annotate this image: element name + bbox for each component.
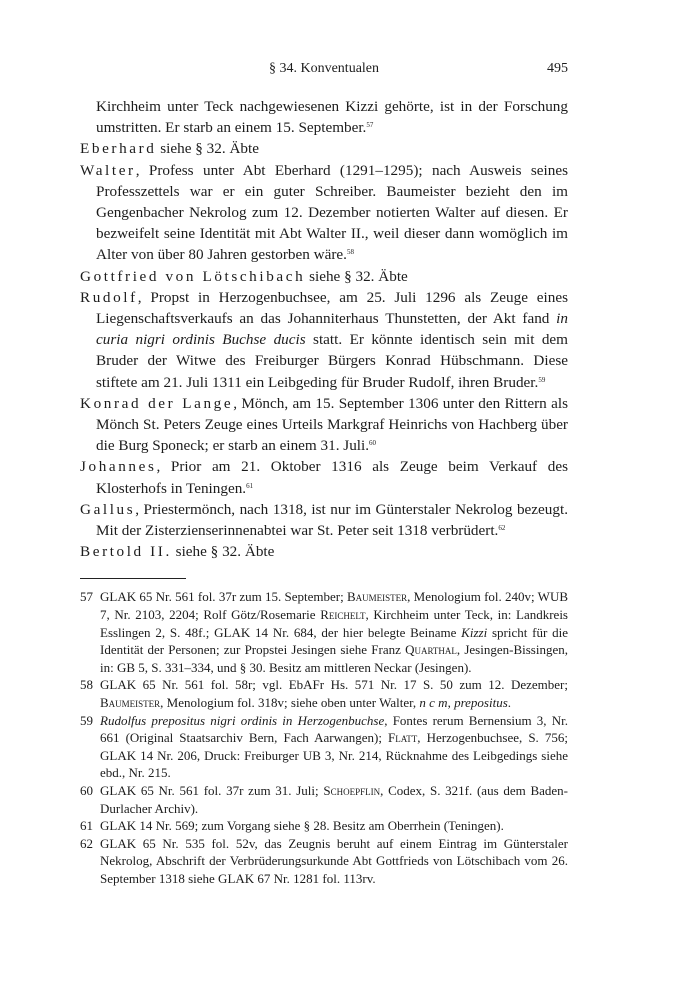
italic-text: prepositus — [454, 695, 508, 711]
person-name: Eberhard — [80, 140, 157, 158]
italic-text: Rudolfus prepositus nigri ordinis in Herzogenbuchse — [100, 712, 385, 728]
author-name: Baumeister — [347, 589, 408, 605]
section-title: § 34. Konventualen — [268, 61, 380, 76]
footnote-ref[interactable]: 61 — [246, 481, 254, 490]
footnote-text: . — [507, 695, 512, 711]
author-name: Schoepflin — [323, 783, 381, 798]
footnote-text: , Herzogenbuchsee, S. 756; GLAK 14 Nr. 206, Druck: Freiburger UB 3, Nr. 214, Rücknahme des Leibgedings siehe ebd., Nr. 215. — [100, 730, 568, 781]
footnote-ref[interactable]: 62 — [498, 524, 506, 533]
footnote-text: , Jesingen-Bissingen, in: GB 5, S. 331–334, und § 30. Besitz am mittleren Neckar (Jesingen). — [100, 642, 568, 675]
footnote-number: 62 — [80, 835, 93, 851]
entry-continuation: Kirchheim unter Teck nachgewiesenen Kizzi gehörte, ist in der Forschung umstritten. Er starb an einem 15. September.$^{57}$ — [96, 98, 568, 137]
footnote-text: , Kirchheim unter Teck, in: Landkreis Esslingen 2, S. 48f.; GLAK 14 Nr. 684, der hier belegte Beiname — [100, 607, 568, 640]
footnote-number: 60 — [80, 783, 93, 798]
footnote-text: GLAK 14 Nr. 569; zum Vorgang siehe § 28. Besitz am Oberrhein (Teningen). — [100, 818, 504, 834]
footnote-text: GLAK 65 Nr. 561 fol. 37r zum 31. Juli; — [100, 783, 324, 798]
person-name: Konrad der Lange — [80, 394, 234, 412]
author-name: Baumeister — [100, 695, 161, 711]
person-name: Gallus — [80, 500, 136, 518]
footnote — [80, 782, 568, 817]
entry-rudolf: Rudolf, Propst in Herzogenbuchsee, am 25. Juli 1296 als Zeuge eines Liegenschaftsverkaufs an das Johanniterhaus Thunstetten, der Akt fand in curia nigri ordinis Buchse ducis statt. Er könnte identisch sein mit dem Bruder der Witwe des Freiburger Bürgers Konrad Hübschmann. Diese stiftete am 21. Juli 1311 ein Leibgeding für Bruder Rudolf, ihren Bruder.$^{59}$ — [80, 288, 568, 391]
latin-quote: in curia nigri ordinis Buchse ducis — [96, 310, 568, 349]
footnote-text: , Menologium fol. 240v; WUB 7, Nr. 2103, 2204; Rolf Götz/Rosemarie — [100, 589, 568, 623]
footnote-divider — [80, 578, 186, 579]
entry-gottfried: Gottfried von Lötschibach siehe § 32. Äbte — [80, 267, 408, 285]
running-header — [80, 56, 568, 80]
footnote-ref[interactable]: 57 — [366, 121, 374, 130]
italic-text: Kizzi — [461, 624, 488, 640]
footnote-text: GLAK 65 Nr. 561 fol. 37r zum 15. September; — [100, 589, 347, 605]
footnote-ref[interactable]: 60 — [369, 439, 377, 448]
footnote — [80, 835, 568, 888]
footnote — [80, 712, 568, 782]
entry-bertold: Bertold II. siehe § 32. Äbte — [80, 543, 275, 561]
entry-walter: Walter, Profess unter Abt Eberhard (1291–1295); nach Ausweis seines Professzettels war er ein guter Schreiber. Baumeister bezieht den im Gengenbacher Nekrolog zum 12. Dezember notierten Walter auf diesen. Er bezweifelt seine Identität mit Abt Walter II., weil dieser dann womöglich im Alter von über 80 Jahren gestorben wäre.$^{58}$ — [80, 161, 568, 264]
footnote — [80, 588, 568, 676]
footnote-text: GLAK 65 Nr. 561 fol. 58r; vgl. EbAFr Hs. 571 Nr. 17 S. 50 zum 12. Dezember; — [100, 677, 568, 693]
author-name: Quarthal — [405, 642, 457, 658]
person-name: Johannes — [80, 458, 157, 476]
person-name: Rudolf — [80, 288, 138, 306]
person-name: Bertold II. — [80, 543, 172, 561]
person-name: Walter — [80, 161, 136, 179]
book-page — [80, 56, 568, 888]
footnote-number: 61 — [80, 818, 93, 834]
footnote-number: 57 — [80, 589, 93, 605]
entry-eberhard: Eberhard siehe § 32. Äbte — [80, 140, 259, 158]
footnote — [80, 817, 568, 835]
footnote — [80, 676, 568, 711]
entry-johannes: Johannes, Prior am 21. Oktober 1316 als Zeuge beim Verkauf des Klosterhofs in Teningen.$^{61}$ — [80, 458, 568, 497]
author-name: Reichelt — [320, 607, 366, 623]
footnote-text: GLAK 65 Nr. 535 fol. 52v, das Zeugnis beruht auf einem Eintrag im Günterstaler Nekrolog, Abschrift der Verbrüderungsurkunde Abt Gottfrieds von Lötschibach vom 26. September 1318 siehe GLAK 67 Nr. 1281 fol. 113rv. — [100, 835, 568, 886]
person-name: Gottfried von Lötschibach — [80, 267, 306, 285]
author-name: Flatt — [388, 730, 418, 746]
entry-konrad: Konrad der Lange, Mönch, am 15. September 1306 unter den Rittern als Mönch St. Peters Zeuge eines Urteils Markgraf Heinrichs von Hachberg über die Burg Sponeck; er starb an einem 31. Juli.$^{60}$ — [80, 394, 568, 455]
footnote-text: , Codex, S. 321f. (aus dem Baden-Durlacher Archiv). — [100, 783, 568, 816]
footnote-text: , — [447, 695, 455, 711]
page-number: 495 — [547, 61, 568, 76]
footnote-text: spricht für die Identität der Personen; zur Propstei Jesingen siehe Franz — [100, 624, 568, 658]
main-text — [80, 96, 568, 562]
italic-text: n c m — [419, 695, 448, 711]
footnote-number: 59 — [80, 712, 93, 728]
entry-gallus: Gallus, Priestermönch, nach 1318, ist nur im Günterstaler Nekrolog bezeugt. Mit der Zisterzienserinnenabtei war St. Peter seit 1318 verbrüdert.$^{62}$ — [80, 500, 568, 540]
footnotes — [80, 588, 568, 887]
footnote-ref[interactable]: 59 — [538, 375, 546, 384]
footnote-text: , Fontes rerum Bernensium 3, Nr. 661 (Original Staatsarchiv Bern, Fach Aarwangen); — [100, 712, 568, 746]
footnote-ref[interactable]: 58 — [346, 248, 354, 257]
footnote-number: 58 — [80, 677, 93, 693]
footnote-text: , Menologium fol. 318v; siehe oben unter Walter, — [160, 695, 420, 711]
